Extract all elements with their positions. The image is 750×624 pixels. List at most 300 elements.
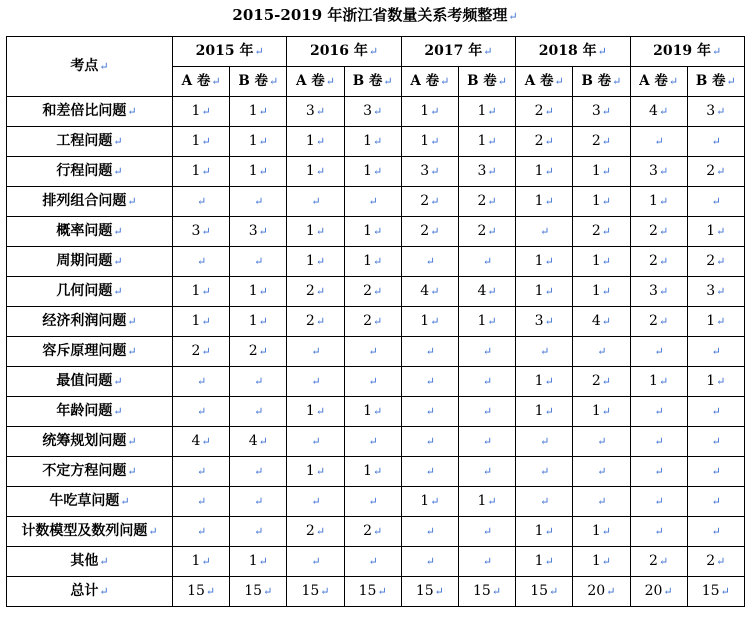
paragraph-mark-icon: ↵	[113, 375, 123, 388]
paragraph-mark-icon: ↵	[658, 255, 669, 268]
paragraph-mark-icon: ↵	[654, 465, 664, 478]
paper-header	[458, 67, 515, 97]
value-cell	[401, 487, 458, 517]
paragraph-mark-icon: ↵	[368, 375, 378, 388]
paragraph-mark-icon: ↵	[711, 405, 721, 418]
cell-value: 1	[420, 103, 430, 119]
paragraph-mark-icon: ↵	[658, 195, 669, 208]
table-row	[7, 247, 745, 277]
cell-value: 4	[649, 103, 658, 119]
cell-value: 1	[420, 493, 430, 509]
paper-label: B 卷	[695, 73, 726, 89]
paragraph-mark-icon: ↵	[196, 525, 207, 538]
paragraph-mark-icon: ↵	[720, 585, 730, 598]
cell-value: 1	[477, 493, 487, 509]
paragraph-mark-icon: ↵	[601, 135, 611, 148]
topic-cell	[7, 577, 173, 607]
paragraph-mark-icon: ↵	[711, 525, 721, 538]
paragraph-mark-icon: ↵	[716, 285, 726, 298]
cell-value: 1	[477, 133, 487, 149]
cell-value: 2	[363, 523, 372, 539]
paragraph-mark-icon: ↵	[196, 195, 207, 208]
paragraph-mark-icon: ↵	[377, 585, 387, 598]
value-cell	[687, 97, 744, 127]
paragraph-mark-icon: ↵	[483, 45, 493, 58]
paragraph-mark-icon: ↵	[196, 465, 207, 478]
topic-label: 容斥原理问题	[42, 343, 127, 359]
paragraph-mark-icon: ↵	[658, 555, 669, 568]
paragraph-mark-icon: ↵	[368, 195, 378, 208]
cell-value: 1	[534, 163, 544, 179]
cell-value: 1	[363, 133, 372, 149]
value-cell	[401, 97, 458, 127]
paper-label: B 卷	[238, 73, 268, 89]
value-cell	[573, 517, 630, 547]
value-cell	[458, 97, 515, 127]
topic-label: 概率问题	[56, 223, 113, 239]
paragraph-mark-icon: ↵	[482, 345, 493, 358]
value-cell	[173, 457, 230, 487]
topic-label: 周期问题	[56, 253, 113, 269]
value-cell	[458, 427, 515, 457]
value-cell	[630, 427, 687, 457]
paragraph-mark-icon: ↵	[430, 285, 440, 298]
cell-value: 2	[477, 193, 487, 209]
value-cell	[401, 157, 458, 187]
paragraph-mark-icon: ↵	[658, 165, 669, 178]
cell-value: 2	[649, 223, 658, 239]
topic-column-label: 考点	[70, 58, 99, 74]
topic-label: 计数模型及数列问题	[21, 523, 148, 539]
value-cell	[287, 337, 344, 367]
cell-value: 1	[534, 283, 544, 299]
value-cell	[687, 517, 744, 547]
paragraph-mark-icon: ↵	[425, 405, 435, 418]
value-cell	[401, 547, 458, 577]
value-cell	[344, 217, 401, 247]
paragraph-mark-icon: ↵	[716, 105, 726, 118]
cell-value: 1	[591, 553, 601, 569]
topic-label: 几何问题	[56, 283, 113, 299]
table-row	[7, 517, 745, 547]
value-cell	[573, 217, 630, 247]
value-cell	[287, 397, 344, 427]
paragraph-mark-icon: ↵	[373, 405, 383, 418]
cell-value: 3	[706, 103, 716, 119]
cell-value: 2	[706, 163, 716, 179]
topic-cell	[7, 517, 173, 547]
cell-value: 1	[534, 193, 544, 209]
paragraph-mark-icon: ↵	[196, 405, 207, 418]
paragraph-mark-icon: ↵	[311, 435, 321, 448]
value-cell	[173, 277, 230, 307]
paragraph-mark-icon: ↵	[540, 225, 550, 238]
topic-label: 总计	[70, 583, 99, 599]
paragraph-mark-icon: ↵	[668, 75, 679, 88]
value-cell	[573, 127, 630, 157]
value-cell	[687, 547, 744, 577]
topic-cell	[7, 547, 173, 577]
cell-value: 2	[477, 223, 487, 239]
paragraph-mark-icon: ↵	[601, 105, 611, 118]
topic-label: 其他	[70, 553, 99, 569]
value-cell	[344, 577, 401, 607]
value-cell	[287, 457, 344, 487]
year-label: 2019 年	[653, 43, 711, 59]
cell-value: 1	[591, 283, 601, 299]
value-cell	[287, 427, 344, 457]
cell-value: 3	[420, 163, 430, 179]
paragraph-mark-icon: ↵	[544, 555, 554, 568]
cell-value: 2	[420, 223, 430, 239]
value-cell	[287, 127, 344, 157]
value-cell	[458, 217, 515, 247]
paragraph-mark-icon: ↵	[482, 555, 493, 568]
value-cell	[687, 367, 744, 397]
paragraph-mark-icon: ↵	[606, 585, 616, 598]
table-row	[7, 277, 745, 307]
paragraph-mark-icon: ↵	[368, 45, 379, 58]
paragraph-mark-icon: ↵	[711, 465, 721, 478]
cell-value: 15	[244, 583, 263, 599]
paragraph-mark-icon: ↵	[196, 495, 207, 508]
paragraph-mark-icon: ↵	[654, 135, 664, 148]
value-cell	[516, 247, 573, 277]
value-cell	[516, 457, 573, 487]
paper-header	[287, 67, 344, 97]
value-cell	[630, 127, 687, 157]
value-cell	[344, 427, 401, 457]
value-cell	[573, 247, 630, 277]
year-label: 2015 年	[195, 43, 254, 59]
value-cell	[687, 337, 744, 367]
value-cell	[230, 217, 287, 247]
paragraph-mark-icon: ↵	[205, 585, 216, 598]
value-cell	[344, 457, 401, 487]
frequency-table	[6, 36, 745, 607]
value-cell	[573, 427, 630, 457]
value-cell	[458, 457, 515, 487]
cell-value: 15	[530, 583, 549, 599]
paragraph-mark-icon: ↵	[315, 225, 326, 238]
paragraph-mark-icon: ↵	[487, 225, 497, 238]
value-cell	[173, 187, 230, 217]
paragraph-mark-icon: ↵	[601, 195, 611, 208]
paragraph-mark-icon: ↵	[315, 255, 326, 268]
paragraph-mark-icon: ↵	[654, 345, 664, 358]
value-cell	[230, 307, 287, 337]
cell-value: 1	[420, 313, 430, 329]
paragraph-mark-icon: ↵	[127, 465, 137, 478]
paragraph-mark-icon: ↵	[482, 435, 493, 448]
paragraph-mark-icon: ↵	[311, 345, 321, 358]
topic-cell	[7, 127, 173, 157]
value-cell	[573, 307, 630, 337]
paragraph-mark-icon: ↵	[258, 435, 268, 448]
cell-value: 1	[191, 133, 201, 149]
paragraph-mark-icon: ↵	[482, 375, 493, 388]
topic-label: 排列组合问题	[42, 193, 127, 209]
cell-value: 1	[305, 133, 315, 149]
value-cell	[516, 187, 573, 217]
paragraph-mark-icon: ↵	[716, 255, 726, 268]
value-cell	[401, 337, 458, 367]
paragraph-mark-icon: ↵	[113, 405, 123, 418]
paragraph-mark-icon: ↵	[311, 195, 321, 208]
paragraph-mark-icon: ↵	[425, 435, 435, 448]
value-cell	[344, 367, 401, 397]
value-cell	[287, 517, 344, 547]
table-row	[7, 547, 745, 577]
cell-value: 1	[363, 253, 372, 269]
cell-value: 1	[649, 193, 658, 209]
value-cell	[344, 277, 401, 307]
value-cell	[687, 217, 744, 247]
cell-value: 15	[301, 583, 320, 599]
value-cell	[401, 217, 458, 247]
value-cell	[573, 97, 630, 127]
paper-label: A 卷	[296, 73, 325, 89]
value-cell	[687, 577, 744, 607]
topic-label: 和差倍比问题	[42, 103, 127, 119]
paragraph-mark-icon: ↵	[99, 555, 109, 568]
value-cell	[401, 187, 458, 217]
value-cell	[630, 247, 687, 277]
cell-value: 1	[649, 373, 658, 389]
paragraph-mark-icon: ↵	[311, 375, 321, 388]
value-cell	[401, 397, 458, 427]
paragraph-mark-icon: ↵	[201, 345, 211, 358]
cell-value: 1	[305, 163, 315, 179]
paragraph-mark-icon: ↵	[487, 165, 497, 178]
topic-cell	[7, 397, 173, 427]
paragraph-mark-icon: ↵	[549, 585, 559, 598]
paragraph-mark-icon: ↵	[544, 285, 554, 298]
value-cell	[344, 337, 401, 367]
paragraph-mark-icon: ↵	[540, 345, 550, 358]
cell-value: 15	[473, 583, 491, 599]
value-cell	[344, 547, 401, 577]
value-cell	[230, 517, 287, 547]
table-row	[7, 97, 745, 127]
value-cell	[516, 157, 573, 187]
topic-label: 经济利润问题	[42, 313, 127, 329]
paragraph-mark-icon: ↵	[658, 315, 669, 328]
paragraph-mark-icon: ↵	[663, 585, 673, 598]
table-row	[7, 367, 745, 397]
table-row	[7, 487, 745, 517]
paragraph-mark-icon: ↵	[373, 525, 383, 538]
paragraph-mark-icon: ↵	[258, 225, 268, 238]
cell-value: 1	[248, 103, 258, 119]
cell-value: 1	[191, 163, 201, 179]
paragraph-mark-icon: ↵	[654, 495, 664, 508]
paper-label: A 卷	[639, 73, 668, 89]
topic-label: 牛吃草问题	[49, 493, 120, 509]
paragraph-mark-icon: ↵	[540, 495, 550, 508]
value-cell	[287, 97, 344, 127]
value-cell	[401, 127, 458, 157]
paper-header	[516, 67, 573, 97]
value-cell	[287, 577, 344, 607]
paragraph-mark-icon: ↵	[373, 135, 383, 148]
paragraph-mark-icon: ↵	[315, 165, 326, 178]
value-cell	[573, 547, 630, 577]
paragraph-mark-icon: ↵	[254, 375, 264, 388]
value-cell	[344, 187, 401, 217]
value-cell	[458, 187, 515, 217]
paragraph-mark-icon: ↵	[430, 225, 440, 238]
table-row	[7, 457, 745, 487]
paragraph-mark-icon: ↵	[597, 45, 607, 58]
cell-value: 1	[420, 133, 430, 149]
cell-value: 1	[534, 553, 544, 569]
paragraph-mark-icon: ↵	[711, 195, 721, 208]
value-cell	[516, 397, 573, 427]
paragraph-mark-icon: ↵	[201, 435, 211, 448]
value-cell	[630, 157, 687, 187]
value-cell	[573, 487, 630, 517]
paragraph-mark-icon: ↵	[315, 315, 326, 328]
value-cell	[344, 157, 401, 187]
paragraph-mark-icon: ↵	[373, 255, 383, 268]
paragraph-mark-icon: ↵	[425, 255, 435, 268]
value-cell	[230, 457, 287, 487]
paragraph-mark-icon: ↵	[315, 525, 326, 538]
paragraph-mark-icon: ↵	[113, 285, 123, 298]
cell-value: 3	[649, 283, 658, 299]
value-cell	[687, 427, 744, 457]
value-cell	[401, 277, 458, 307]
paragraph-mark-icon: ↵	[601, 315, 611, 328]
value-cell	[687, 187, 744, 217]
cell-value: 1	[591, 403, 601, 419]
paragraph-mark-icon: ↵	[544, 525, 554, 538]
paragraph-mark-icon: ↵	[430, 105, 440, 118]
paragraph-mark-icon: ↵	[113, 255, 123, 268]
paragraph-mark-icon: ↵	[508, 10, 518, 23]
value-cell	[458, 127, 515, 157]
value-cell	[687, 487, 744, 517]
paragraph-mark-icon: ↵	[487, 315, 497, 328]
paragraph-mark-icon: ↵	[254, 45, 264, 58]
value-cell	[173, 127, 230, 157]
table-row	[7, 217, 745, 247]
topic-cell	[7, 187, 173, 217]
table-row	[7, 427, 745, 457]
value-cell	[173, 487, 230, 517]
paragraph-mark-icon: ↵	[544, 135, 554, 148]
value-cell	[573, 367, 630, 397]
value-cell	[458, 277, 515, 307]
cell-value: 3	[649, 163, 658, 179]
paragraph-mark-icon: ↵	[482, 255, 493, 268]
cell-value: 20	[644, 583, 663, 599]
paragraph-mark-icon: ↵	[425, 345, 435, 358]
cell-value: 1	[534, 253, 544, 269]
value-cell	[573, 337, 630, 367]
paragraph-mark-icon: ↵	[540, 465, 550, 478]
paragraph-mark-icon: ↵	[487, 135, 497, 148]
paragraph-mark-icon: ↵	[434, 585, 444, 598]
cell-value: 1	[191, 103, 201, 119]
cell-value: 1	[248, 313, 258, 329]
paragraph-mark-icon: ↵	[315, 285, 326, 298]
value-cell	[401, 457, 458, 487]
cell-value: 2	[649, 553, 658, 569]
value-cell	[516, 97, 573, 127]
topic-label: 不定方程问题	[42, 463, 127, 479]
value-cell	[173, 367, 230, 397]
paper-header	[230, 67, 287, 97]
paragraph-mark-icon: ↵	[711, 345, 721, 358]
value-cell	[458, 367, 515, 397]
paragraph-mark-icon: ↵	[254, 525, 264, 538]
paragraph-mark-icon: ↵	[325, 75, 335, 88]
paragraph-mark-icon: ↵	[658, 375, 669, 388]
paragraph-mark-icon: ↵	[201, 285, 211, 298]
paragraph-mark-icon: ↵	[544, 105, 554, 118]
value-cell	[173, 337, 230, 367]
value-cell	[516, 577, 573, 607]
cell-value: 3	[363, 103, 372, 119]
value-cell	[230, 157, 287, 187]
paragraph-mark-icon: ↵	[654, 435, 664, 448]
value-cell	[458, 487, 515, 517]
cell-value: 1	[534, 403, 544, 419]
cell-value: 2	[248, 343, 258, 359]
paragraph-mark-icon: ↵	[487, 195, 497, 208]
paragraph-mark-icon: ↵	[258, 555, 268, 568]
paper-header	[573, 67, 630, 97]
paragraph-mark-icon: ↵	[373, 465, 383, 478]
paragraph-mark-icon: ↵	[601, 525, 611, 538]
value-cell	[630, 547, 687, 577]
paragraph-mark-icon: ↵	[254, 465, 264, 478]
paragraph-mark-icon: ↵	[268, 75, 279, 88]
value-cell	[401, 367, 458, 397]
cell-value: 20	[587, 583, 606, 599]
value-cell	[230, 547, 287, 577]
paragraph-mark-icon: ↵	[487, 285, 497, 298]
paragraph-mark-icon: ↵	[315, 135, 326, 148]
paper-label: A 卷	[410, 73, 440, 89]
cell-value: 1	[363, 163, 372, 179]
paragraph-mark-icon: ↵	[425, 555, 435, 568]
paragraph-mark-icon: ↵	[315, 465, 326, 478]
topic-label: 最值问题	[56, 373, 113, 389]
paragraph-mark-icon: ↵	[597, 495, 607, 508]
cell-value: 2	[706, 553, 716, 569]
cell-value: 3	[191, 223, 201, 239]
value-cell	[230, 427, 287, 457]
value-cell	[630, 217, 687, 247]
paragraph-mark-icon: ↵	[315, 105, 326, 118]
cell-value: 1	[477, 103, 487, 119]
cell-value: 1	[363, 223, 372, 239]
year-header-2018	[516, 37, 630, 67]
value-cell	[458, 397, 515, 427]
value-cell	[687, 397, 744, 427]
value-cell	[230, 127, 287, 157]
value-cell	[687, 277, 744, 307]
cell-value: 15	[701, 583, 720, 599]
value-cell	[630, 277, 687, 307]
paragraph-mark-icon: ↵	[254, 405, 264, 418]
value-cell	[516, 277, 573, 307]
cell-value: 2	[534, 103, 544, 119]
paragraph-mark-icon: ↵	[711, 495, 721, 508]
